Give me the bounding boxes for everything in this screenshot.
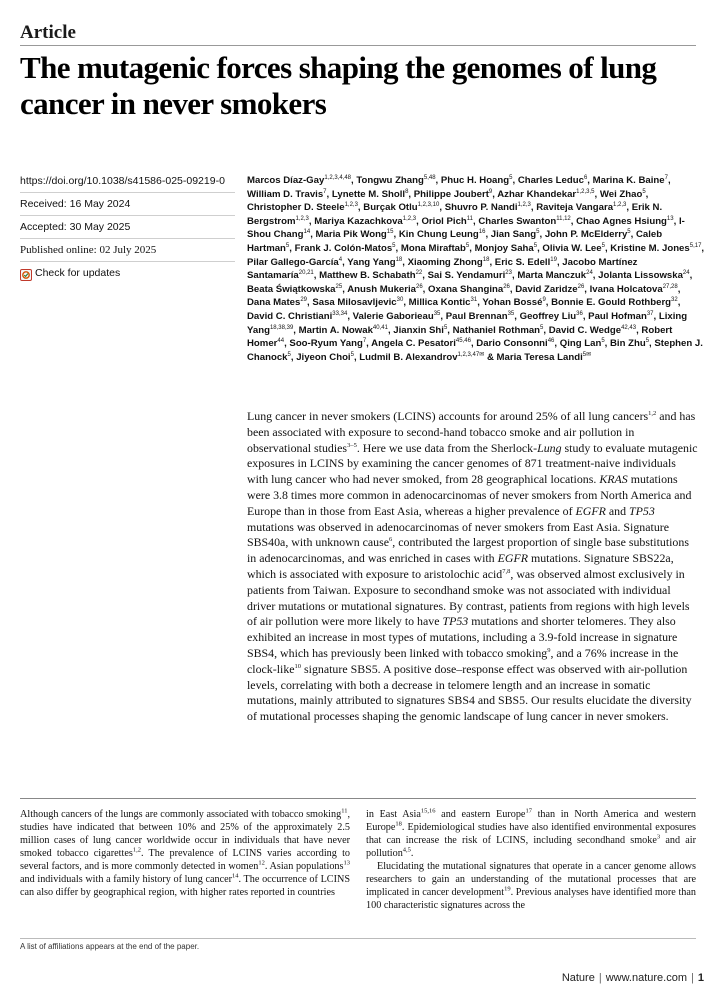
- author-name: Ivana Holcatova$^{27,28}$: [589, 283, 678, 295]
- author-affiliation: 30: [396, 297, 404, 304]
- author-name: Matthew B. Schabath$^{22}$: [319, 269, 423, 282]
- author-name: Philippe Joubert$^9$: [413, 188, 493, 200]
- text-run: Lung cancer in never smokers (LCINS) accounts for around 25% of all lung cancers: [247, 409, 649, 423]
- author-name: Caleb Hartman$^5$: [247, 229, 663, 254]
- author-affiliation: 24: [682, 269, 690, 276]
- journal-name: Nature: [561, 972, 595, 984]
- author-name: Erik N. Bergstrom$^{1,2,3}$: [247, 202, 663, 227]
- author-affiliation: 29: [300, 297, 308, 304]
- citation-ref: 14: [232, 872, 239, 880]
- author-name: Paul Hofman$^{37}$: [588, 310, 654, 322]
- author-name: Pilar Gallego-García$^4$: [247, 256, 343, 268]
- author-name: Millica Kontic$^{31}$: [408, 297, 478, 309]
- author-affiliation: 5: [627, 229, 631, 236]
- author-affiliation: 5: [533, 242, 538, 249]
- citation-ref: 3–5: [347, 441, 357, 449]
- check-updates-button[interactable]: [20, 262, 235, 284]
- published-date: Published online: 02 July 2025: [20, 239, 235, 262]
- received-date: Received: 16 May 2024: [20, 193, 235, 216]
- text-run: and individuals with a family history of lung cancer: [20, 874, 233, 885]
- author-name: David Zaridze$^{26}$: [515, 283, 585, 295]
- author-name: Jacobo Martínez Santamaría$^{20,21}$: [247, 256, 638, 282]
- article-metadata: [20, 170, 235, 284]
- text-run: Although cancers of the lungs are commonly associated with tobacco smoking: [20, 809, 342, 820]
- article-type-label: Article: [20, 22, 76, 43]
- author-name: Charles Swanton$^{11,12}$: [478, 215, 571, 227]
- author-name: Xiaoming Zhong$^{18}$: [407, 256, 490, 268]
- text-run: mutations were 3.8 times more common in adenocarcinomas of never smokers from North America and Europe than in those from East Asia, whereas a higher prevalence of: [247, 472, 692, 518]
- author-affiliation: 11,12: [556, 215, 571, 222]
- author-affiliation: 37: [646, 310, 654, 317]
- author-affiliation: 33,34: [332, 310, 348, 317]
- text-run: .: [410, 848, 414, 859]
- author-name: Kristine M. Jones$^{5,17}$: [610, 242, 702, 254]
- author-name: I-Shou Chang$^{14}$: [247, 215, 685, 241]
- author-affiliation: 5: [645, 337, 650, 344]
- gene-name: TP53: [629, 503, 655, 518]
- author-affiliation: 35: [433, 310, 441, 317]
- text-run: study to evaluate mutagenic exposures in LCINS by examining the cancer genomes of 871 treatment-naive individuals with lung cancer who had never smoked, from 28 geographical locations.: [247, 440, 698, 487]
- author-affiliation: 5,17: [689, 242, 702, 249]
- author-affiliation: 4: [338, 256, 343, 263]
- author-name: William D. Travis$^7$: [247, 188, 327, 200]
- author-name: Lynette M. Sholl$^8$: [331, 188, 409, 200]
- author-affiliation: 46: [547, 337, 555, 344]
- author-affiliation: 27,28: [662, 283, 678, 290]
- text-run: in East Asia: [366, 809, 421, 820]
- author-affiliation: 9: [542, 297, 546, 304]
- author-name: Raviteja Vangara$^{1,2,3}$: [536, 202, 627, 214]
- author-affiliation: 5: [642, 188, 646, 195]
- author-name: Tongwu Zhang$^{5,48}$: [356, 174, 436, 186]
- author-name: Beata Świątkowska$^{25}$: [247, 283, 343, 295]
- author-affiliation: 5,48: [423, 174, 436, 181]
- author-affiliation: 18: [482, 256, 490, 263]
- text-run: , contributed the largest proportion of single base substitutions in adenocarcinomas, and was enriched in cases with: [247, 535, 689, 566]
- author-name: Marcos Díaz-Gay$^{1,2,3,4,48}$: [247, 174, 352, 186]
- author-affiliation: 36: [576, 310, 583, 317]
- author-name: Ludmil B. Alexandrov$^{1,2,3,47✉}$: [359, 351, 485, 363]
- author-name: Nathaniel Rothman$^5$: [452, 324, 544, 336]
- author-affiliation: 7: [362, 337, 367, 344]
- text-run: and: [605, 503, 630, 518]
- author-affiliation: 1,2,3,10: [417, 202, 440, 208]
- author-name: Lixing Yang$^{18,38,39}$: [247, 310, 688, 336]
- author-affiliation: 23: [505, 269, 512, 276]
- author-name: David C. Christiani$^{33,34}$: [247, 310, 348, 322]
- author-affiliation: 5: [285, 242, 290, 249]
- author-name: Geoffrey Liu$^{36}$: [519, 310, 583, 322]
- text-run: . Previous analyses have identified more than 100 characteristic signatures across the: [366, 887, 696, 911]
- author-affiliation: 5: [465, 242, 470, 249]
- author-name: Mariya Kazachkova$^{1,2,3}$: [314, 215, 417, 227]
- author-affiliation: 20,21: [298, 269, 314, 276]
- author-name: Yohan Bossé$^9$: [482, 297, 546, 309]
- author-name: Paul Brennan$^{35}$: [445, 310, 515, 322]
- author-affiliation: 45,46: [455, 337, 471, 344]
- author-affiliation: 1,2,3,47✉: [457, 351, 485, 358]
- author-name: Frank J. Colón-Matos$^5$: [294, 242, 396, 254]
- text-run: . Asian populations: [264, 861, 344, 872]
- text-run: and air pollution: [366, 835, 696, 859]
- text-run: mutations was observed in adenocarcinomas of never smokers from East Asia. Signature SBS40a, with unknown cause: [247, 519, 670, 550]
- author-affiliation: 1,2,3,4,48: [324, 174, 352, 181]
- text-run: than in North America and western Europe: [366, 809, 696, 833]
- author-name: Chao Agnes Hsiung$^{13}$: [576, 215, 674, 227]
- author-affiliation: 5: [509, 174, 513, 181]
- citation-ref: 1,2: [132, 846, 141, 854]
- author-affiliation: 22: [415, 269, 423, 276]
- citation-ref: 3: [656, 833, 661, 841]
- text-run: Elucidating the mutational signatures that operate in a cancer genome allows researchers to gain an understanding of the mutational processes that are implicated in cancer development: [366, 861, 696, 898]
- text-run: . Epidemiological studies have also identified environmental exposures that can increase the risk of LCINS, including secondhand smoke: [366, 822, 696, 846]
- citation-ref: 17: [525, 807, 532, 815]
- body-paragraph: [366, 808, 696, 860]
- abstract-divider: [20, 798, 696, 799]
- author-name: Oriol Pich$^{11}$: [421, 215, 474, 227]
- author-name: Jiyeon Choi$^5$: [296, 351, 354, 363]
- gene-name: Lung: [537, 440, 562, 455]
- author-affiliation: 5: [392, 242, 396, 249]
- text-run: , and a 76% increase in the clock-like: [247, 645, 679, 676]
- author-name: Robert Homer$^{44}$: [247, 324, 673, 350]
- citation-ref: 15,16: [420, 807, 436, 815]
- author-affiliation: 40,41: [372, 324, 388, 331]
- author-list: Marcos Díaz-Gay$^{1,2,3,4,48}$, Tongwu Zhang$^{5,48}$, Phuc H. Hoang$^5$, Charles Leduc$^6$, Marina K. Baine$^7$, William D. Travis$^7$, Lynette M. Sholl$^8$, Philippe Joubert$^9$, Azhar Khandekar$^{1,2,3,5}$, Wei Zhao$^5$, Christopher D. Steele$^{1,2,3}$, Burçak Otlu$^{1,2,3,10}$, Shuvro P. Nandi$^{1,2,3}$, Raviteja Vangara$^{1,2,3}$, Erik N. Bergstrom$^{1,2,3}$, Mariya Kazachkova$^{1,2,3}$, Oriol Pich$^{11}$, Charles Swanton$^{11,12}$, Chao Agnes Hsiung$^{13}$, I-Shou Chang$^{14}$, Maria Pik Wong$^{15}$, Kin Chung Leung$^{16}$, Jian Sang$^5$, John P. McElderry$^5$, Caleb Hartman$^5$, Frank J. Colón-Matos$^5$, Mona Miraftab$^5$, Monjoy Saha$^5$, Olivia W. Lee$^5$, Kristine M. Jones$^{5,17}$, Pilar Gallego-García$^4$, Yang Yang$^{18}$, Xiaoming Zhong$^{18}$, Eric S. Edell$^{19}$, Jacobo Martínez Santamaría$^{20,21}$, Matthew B. Schabath$^{22}$, Sai S. Yendamuri$^{23}$, Marta Manczuk$^{24}$, Jolanta Lissowska$^{24}$, Beata Świątkowska$^{25}$, Anush Mukeria$^{26}$, Oxana Shangina$^{26}$, David Zaridze$^{26}$, Ivana Holcatova$^{27,28}$, Dana Mates$^{29}$, Sasa Milosavljevic$^{30}$, Millica Kontic$^{31}$, Yohan Bossé$^9$, Bonnie E. Gould Rothberg$^{32}$, David C. Christiani$^{33,34}$, Valerie Gaborieau$^{35}$, Paul Brennan$^{35}$, Geoffrey Liu$^{36}$, Paul Hofman$^{37}$, Lixing Yang$^{18,38,39}$, Martin A. Nowak$^{40,41}$, Jianxin Shi$^5$, Nathaniel Rothman$^5$, David C. Wedge$^{42,43}$, Robert Homer$^{44}$, Soo-Ryum Yang$^7$, Angela C. Pesatori$^{45,46}$, Dario Consonni$^{46}$, Qing Lan$^5$, Bin Zhu$^5$, Stephen J. Chanock$^5$, Jiyeon Choi$^5$, Ludmil B. Alexandrov$^{1,2,3,47✉}$ & Maria Teresa Landi$^{5✉}$: [247, 174, 705, 363]
- author-name: Qing Lan$^5$: [559, 337, 605, 350]
- author-affiliation: 7: [323, 188, 327, 195]
- text-run: , studies have indicated that between 10% and 25% of the approximately 2.5 million cases of lung cancer worldwide occur in individuals that have never smoked tobacco cigarettes: [20, 809, 350, 859]
- text-run: , was observed almost exclusively in patients from Taiwan. Exposure to secondhand smoke was not associated with individual driver mutations or mutational signatures. By contrast, patients from regions with high levels of air pollution were more likely to have: [247, 566, 690, 629]
- text-run: mutations and shorter telomeres. They also exhibited an increase in most types of mutations, including a 3.9-fold increase in signature SBS4, which has previously been linked with tobacco smoking: [247, 614, 678, 660]
- author-affiliation: 26: [503, 283, 510, 290]
- citation-ref: 1,2: [648, 410, 657, 418]
- author-name: John P. McElderry$^5$: [544, 229, 631, 241]
- citation-ref: 13: [343, 859, 350, 867]
- header-divider: [20, 45, 696, 46]
- citation-ref: 18: [395, 820, 402, 828]
- author-affiliation: 5: [287, 351, 291, 358]
- author-name: Valerie Gaborieau$^{35}$: [352, 310, 441, 322]
- author-affiliation: 1,2,3: [344, 202, 358, 208]
- author-affiliation: 15: [386, 229, 394, 236]
- author-affiliation: 25: [335, 283, 343, 290]
- text-run: signature SBS5. A positive dose–response effect was observed with air-pollution levels, correlating with both a decrease in telomere length and an increase in somatic mutations, mainly attributed to signatures SBS4 and SBS5. Our results elucidate the diversity of mutational processes shaping the genomic landscape of lung cancer in never smokers.: [247, 661, 692, 724]
- author-affiliation: 11: [466, 215, 474, 222]
- author-affiliation: 5: [350, 351, 354, 358]
- body-column-left: [20, 808, 350, 899]
- abstract: [247, 409, 699, 725]
- check-updates-icon: [20, 267, 32, 279]
- author-affiliation: 5✉: [582, 351, 592, 358]
- accepted-date: Accepted: 30 May 2025: [20, 216, 235, 239]
- author-name: & Maria Teresa Landi$^{5✉}$: [486, 351, 592, 363]
- author-affiliation: 1,2,3: [613, 202, 627, 208]
- author-affiliation: 1,2,3,5: [576, 188, 595, 195]
- author-affiliation: 19: [550, 256, 557, 263]
- author-name: Phuc H. Hoang$^5$: [440, 174, 513, 186]
- author-affiliation: 24: [586, 269, 593, 276]
- author-name: Bin Zhu$^5$: [610, 337, 650, 350]
- author-name: Jolanta Lissowska$^{24}$: [598, 269, 690, 282]
- author-affiliation: 5: [540, 324, 544, 331]
- author-name: Monjoy Saha$^5$: [474, 242, 538, 254]
- article-title: The mutagenic forces shaping the genomes of lung cancer in never smokers: [20, 50, 657, 121]
- page-number: 1: [697, 972, 704, 984]
- author-name: Burçak Otlu$^{1,2,3,10}$: [363, 202, 440, 214]
- author-affiliation: 16: [478, 229, 486, 236]
- author-name: David C. Wedge$^{42,43}$: [548, 324, 637, 336]
- author-affiliation: 32: [671, 297, 678, 304]
- author-affiliation: 1,2,3: [517, 202, 531, 208]
- author-name: Dana Mates$^{29}$: [247, 297, 308, 309]
- citation-ref: 7,8: [502, 568, 511, 575]
- author-name: Dario Consonni$^{46}$: [476, 337, 555, 350]
- author-affiliation: 31: [470, 297, 478, 304]
- author-affiliation: 1,2,3: [295, 215, 309, 222]
- citation-ref: 9: [547, 646, 551, 654]
- text-run: mutations. Signature SBS22a, which is associated with exposure to aristolochic acid: [247, 551, 674, 581]
- author-name: Sai S. Yendamuri$^{23}$: [427, 269, 512, 282]
- footnote-divider: [20, 938, 696, 939]
- author-affiliation: 44: [277, 337, 285, 344]
- doi-link[interactable]: https://doi.org/10.1038/s41586-025-09219-0: [20, 170, 235, 193]
- author-affiliation: 8: [405, 188, 409, 195]
- author-name: Sasa Milosavljevic$^{30}$: [312, 297, 404, 309]
- author-name: Bonnie E. Gould Rothberg$^{32}$: [551, 297, 678, 309]
- author-affiliation: 5: [443, 324, 448, 331]
- author-affiliation: 14: [303, 229, 311, 236]
- author-affiliation: 5: [601, 242, 605, 249]
- author-name: Martin A. Nowak$^{40,41}$: [298, 324, 388, 336]
- author-name: Yang Yang$^{18}$: [347, 256, 403, 268]
- author-affiliation: 9: [488, 188, 493, 195]
- author-name: Angela C. Pesatori$^{45,46}$: [371, 337, 471, 350]
- body-paragraph: [366, 860, 696, 912]
- author-name: Soo-Ryum Yang$^7$: [289, 337, 367, 350]
- author-affiliation: 26: [577, 283, 585, 290]
- author-name: Christopher D. Steele$^{1,2,3}$: [247, 202, 358, 214]
- affiliations-footnote: A list of affiliations appears at the end of the paper.: [20, 942, 200, 951]
- gene-name: EGFR: [575, 503, 606, 518]
- author-name: Stephen J. Chanock$^5$: [247, 338, 703, 363]
- author-name: Olivia W. Lee$^5$: [542, 242, 605, 254]
- author-affiliation: 5: [601, 337, 605, 344]
- author-affiliation: 35: [507, 310, 515, 317]
- author-affiliation: 18,38,39: [269, 324, 294, 331]
- author-name: Azhar Khandekar$^{1,2,3,5}$: [497, 188, 595, 200]
- author-name: Jianxin Shi$^5$: [393, 324, 448, 336]
- text-run: . Here we use data from the Sherlock-: [356, 440, 538, 455]
- author-name: Anush Mukeria$^{26}$: [347, 283, 423, 295]
- text-run: . The occurrence of LCINS can also differ by geographical region, with higher rates reported in countries: [20, 874, 350, 898]
- citation-ref: 11: [341, 807, 348, 815]
- citation-ref: 12: [258, 859, 265, 867]
- text-run: and eastern Europe: [435, 809, 526, 820]
- author-name: Marta Manczuk$^{24}$: [517, 269, 593, 282]
- author-name: Oxana Shangina$^{26}$: [428, 283, 510, 295]
- author-affiliation: 7: [664, 174, 668, 181]
- author-name: Wei Zhao$^5$: [599, 188, 646, 200]
- journal-website[interactable]: www.nature.com: [605, 972, 688, 984]
- text-run: . The prevalence of LCINS varies according to several factors, and is more commonly detected in women: [20, 848, 350, 872]
- citation-ref: 19: [504, 885, 511, 893]
- author-name: Shuvro P. Nandi$^{1,2,3}$: [444, 202, 531, 214]
- author-affiliation: 13: [666, 215, 674, 222]
- text-run: and has been associated with exposure to second-hand tobacco smoke and air pollution in observational studies: [247, 409, 696, 455]
- gene-name: EGFR: [497, 551, 528, 566]
- author-name: Eric S. Edell$^{19}$: [494, 256, 557, 268]
- author-affiliation: 42,43: [621, 324, 637, 331]
- page-footer: Nature | www.nature.com | 1: [561, 972, 704, 984]
- citation-ref: 10: [294, 662, 302, 670]
- author-affiliation: 26: [415, 283, 423, 290]
- author-name: Marina K. Baine$^7$: [592, 174, 668, 186]
- citation-ref: 4,5: [402, 846, 411, 854]
- author-name: Jian Sang$^5$: [490, 229, 540, 241]
- gene-name: KRAS: [599, 472, 628, 487]
- author-affiliation: 1,2,3: [402, 215, 417, 222]
- gene-name: TP53: [442, 614, 469, 629]
- citation-ref: 6: [389, 536, 393, 544]
- author-affiliation: 5: [536, 229, 540, 236]
- author-affiliation: 6: [583, 174, 588, 181]
- body-column-right: [366, 808, 696, 912]
- author-affiliation: 18: [395, 256, 403, 263]
- author-name: Charles Leduc$^6$: [517, 174, 588, 186]
- author-name: Maria Pik Wong$^{15}$: [315, 229, 394, 241]
- check-updates-label: Check for updates: [35, 267, 121, 279]
- author-name: Mona Miraftab$^5$: [400, 242, 470, 254]
- author-name: Kin Chung Leung$^{16}$: [398, 229, 486, 241]
